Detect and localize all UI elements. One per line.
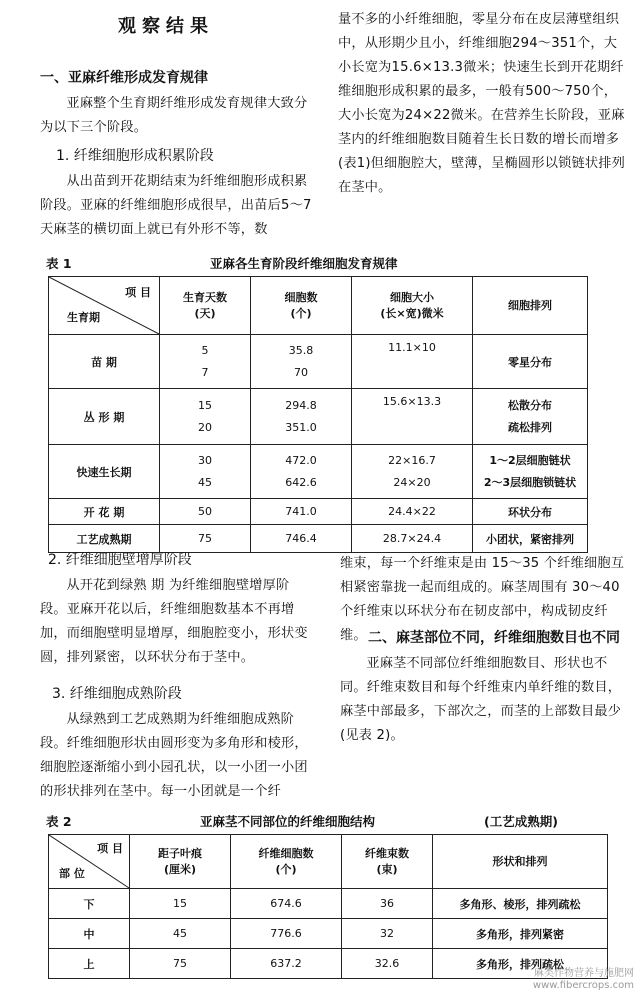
table-row [49, 445, 588, 499]
sub2-text: 从开花到绿熟 期 为纤维细胞壁增厚阶段。亚麻开花以后，纤维细胞数基本不再增加，而细胞壁明显增厚，细胞腔变小，形状变圆，排列紧密，以环状分布于茎中。 [40, 578, 308, 665]
arr-cell: 零星分布 [473, 335, 588, 389]
table1-label: 表 1 [46, 256, 72, 271]
bundles-cell: 32 [342, 919, 433, 949]
table-row [49, 499, 588, 525]
cells-cell: 776.6 [231, 919, 342, 949]
watermark-line2: www.fibercrops.com [532, 980, 634, 991]
table2-corner [49, 835, 130, 889]
dist-cell: 45 [130, 919, 231, 949]
table2 [48, 834, 608, 979]
size-cell: 24.4×22 [352, 499, 473, 525]
table2-caption: 亚麻茎不同部位的纤维细胞结构 [200, 814, 376, 829]
table1 [48, 276, 588, 553]
table1-header: 生育天数 (天) [160, 277, 251, 335]
table2-note: (工艺成熟期) [484, 814, 558, 829]
count-cell: 472.0 642.6 [251, 445, 352, 499]
table1-corner [49, 277, 160, 335]
size-cell: 15.6×13.3 [352, 389, 473, 445]
sub1-text: 从出苗到开花期结束为纤维细胞形成积累阶段。亚麻的纤维细胞形成很早，出苗后5～7天麻茎的横切面上就已有外形不等，数 [40, 174, 312, 237]
stage-cell: 快速生长期 [49, 445, 160, 499]
table2-corner-bottom: 部 位 [59, 867, 85, 880]
table-row [49, 949, 608, 979]
size-cell: 22×16.7 24×20 [352, 445, 473, 499]
count-cell: 741.0 [251, 499, 352, 525]
stage-cell: 苗 期 [49, 335, 160, 389]
arr-cell: 环状分布 [473, 499, 588, 525]
sub3-heading: 3. 纤维细胞成熟阶段 [52, 686, 182, 702]
shape-cell: 多角形、棱形，排列疏松 [433, 889, 608, 919]
table2-header: 纤维细胞数 (个) [231, 835, 342, 889]
dist-cell: 15 [130, 889, 231, 919]
days-cell: 50 [160, 499, 251, 525]
bundles-cell: 36 [342, 889, 433, 919]
section1-heading: 一、亚麻纤维形成发育规律 [40, 70, 208, 86]
page-title: 观察结果 [118, 16, 214, 37]
pos-cell: 上 [49, 949, 130, 979]
table1-corner-bottom: 生育期 [67, 311, 100, 324]
cells-cell: 637.2 [231, 949, 342, 979]
shape-cell: 多角形，排列紧密 [433, 919, 608, 949]
right-top-text: 量不多的小纤维细胞，零星分布在皮层薄壁组织中，从形期少且小，纤维细胞294～351个，大小长宽为15.6×13.3微米；快速生长到开花期纤维细胞形成积累的最多，一般有500～750个，大小长宽为24×22微米。在营养生长阶段，亚麻茎内的纤维细胞数目随着生长日数的增长而增多(表1)但细胞腔大，壁薄，呈椭圆形以锁链状排列在茎中。 [338, 12, 626, 195]
table-row [49, 889, 608, 919]
table1-header: 细胞大小 (长×宽)微米 [352, 277, 473, 335]
table1-header: 细胞数 (个) [251, 277, 352, 335]
table1-header: 细胞排列 [473, 277, 588, 335]
dist-cell: 75 [130, 949, 231, 979]
table-row [49, 525, 588, 553]
table2-corner-top: 项 目 [97, 842, 123, 855]
section1-intro: 亚麻整个生育期纤维形成发育规律大致分为以下三个阶段。 [40, 96, 308, 135]
table-row [49, 919, 608, 949]
size-cell: 11.1×10 [352, 335, 473, 389]
table2-header: 距子叶痕 (厘米) [130, 835, 231, 889]
days-cell: 15 20 [160, 389, 251, 445]
count-cell: 294.8 351.0 [251, 389, 352, 445]
table2-label: 表 2 [46, 814, 72, 829]
section2-heading: 二、麻茎部位不同，纤维细胞数目也不同 [368, 630, 620, 646]
shape-cell: 多角形，排列疏松 [433, 949, 608, 979]
table2-header: 纤维束数 (束) [342, 835, 433, 889]
days-cell: 75 [160, 525, 251, 553]
days-cell: 5 7 [160, 335, 251, 389]
count-cell: 35.8 70 [251, 335, 352, 389]
sub1-heading: 1. 纤维细胞形成积累阶段 [56, 148, 214, 164]
pos-cell: 下 [49, 889, 130, 919]
section2-text: 亚麻茎不同部位纤维细胞数目、形状也不同。纤维束数目和每个纤维束内单纤维的数目，麻茎中部最多，下部次之，而茎的上部数目最少(见表 2)。 [340, 656, 622, 743]
days-cell: 30 45 [160, 445, 251, 499]
bundles-cell: 32.6 [342, 949, 433, 979]
cells-cell: 674.6 [231, 889, 342, 919]
table1-caption: 亚麻各生育阶段纤维细胞发育规律 [210, 256, 398, 271]
sub3-text: 从绿熟到工艺成熟期为纤维细胞成熟阶段。纤维细胞形状由圆形变为多角形和棱形，细胞腔逐渐缩小到小园孔状，以一小团一小团的形状排列在茎中。每一小团就是一个纤 [40, 712, 308, 799]
arr-cell: 1～2层细胞链状 2～3层细胞锁链状 [473, 445, 588, 499]
right-mid-text: 维束，每一个纤维束是由 15～35 个纤维细胞互相紧密靠拢一起而组成的。麻茎周围有 30～40 个纤维束以环状分布在韧皮部中，构成韧皮纤维。 [340, 556, 625, 643]
stage-cell: 工艺成熟期 [49, 525, 160, 553]
size-cell: 28.7×24.4 [352, 525, 473, 553]
watermark-line1: 麻类作物营养与施肥网 [534, 968, 634, 979]
arr-cell: 松散分布 疏松排列 [473, 389, 588, 445]
arr-cell: 小团状，紧密排列 [473, 525, 588, 553]
table-row [49, 389, 588, 445]
stage-cell: 开 花 期 [49, 499, 160, 525]
count-cell: 746.4 [251, 525, 352, 553]
site-watermark [533, 968, 634, 992]
stage-cell: 丛 形 期 [49, 389, 160, 445]
sub2-heading: 2. 纤维细胞壁增厚阶段 [48, 552, 192, 568]
table2-header: 形状和排列 [433, 835, 608, 889]
table-row [49, 335, 588, 389]
pos-cell: 中 [49, 919, 130, 949]
table1-corner-top: 项 目 [125, 286, 151, 299]
